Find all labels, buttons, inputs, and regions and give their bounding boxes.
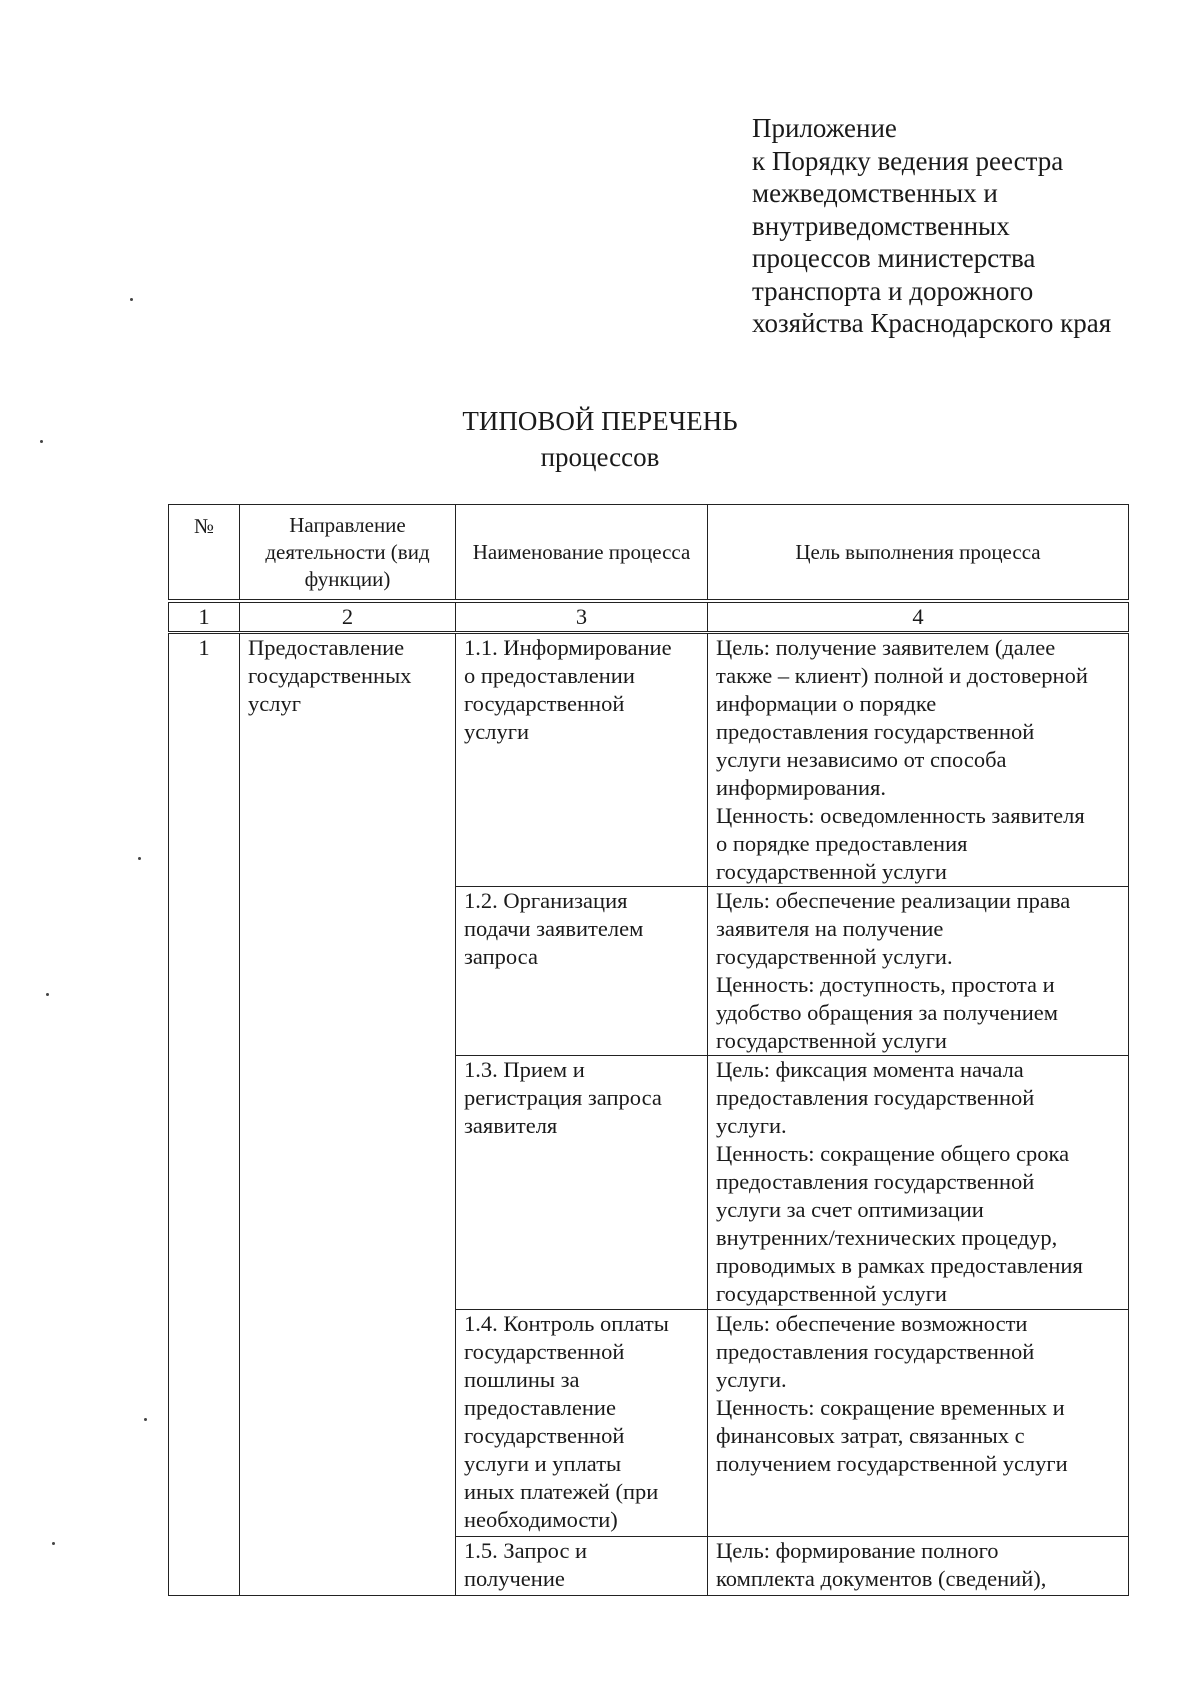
column-number: 1 [169, 601, 240, 633]
appendix-line: процессов министерства [752, 243, 1036, 273]
process-name-cell: 1.4. Контроль оплаты государственной пошлины за предоставление государственной услуги и уплаты иных платежей (при необходимости) [456, 1310, 708, 1537]
scan-speck [40, 440, 43, 443]
process-goal-cell: Цель: обеспечение возможности предоставления государственной услуги. Ценность: сокращение временных и финансовых затрат, связанных с получением государственной услуги [708, 1310, 1129, 1537]
process-name-cell: 1.5. Запрос и получение [456, 1537, 708, 1596]
process-goal-cell: Цель: фиксация момента начала предоставления государственной услуги. Ценность: сокращение общего срока предоставления государственной услуги за счет оптимизации внутренних/технических процедур, проводимых в рамках предоставления государственной услуги [708, 1056, 1129, 1310]
appendix-block [752, 112, 1172, 340]
header-direction: Направление деятельности (вид функции) [240, 505, 456, 602]
scan-speck [130, 298, 133, 301]
header-goal: Цель выполнения процесса [708, 505, 1129, 602]
process-goal-cell: Цель: получение заявителем (далее также – клиент) полной и достоверной информации о порядке предоставления государственной услуги независимо от способа информирования. Ценность: осведомленность заявителя о порядке предоставления государственной услуги [708, 633, 1129, 887]
appendix-line: внутриведомственных [752, 210, 1010, 241]
scan-speck [144, 1418, 147, 1421]
appendix-line: хозяйства Краснодарского края [752, 308, 1112, 338]
process-goal-cell: Цель: формирование полного комплекта документов (сведений), [708, 1537, 1129, 1596]
row-number: 1 [169, 633, 240, 1596]
direction-cell: Предоставление государственных услуг [240, 633, 456, 1596]
appendix-line: межведомственных и [752, 178, 998, 208]
column-number: 3 [456, 601, 708, 633]
appendix-line: Приложение [752, 113, 897, 143]
appendix-line: к Порядку ведения реестра [752, 145, 1064, 176]
scan-speck [46, 993, 49, 996]
column-number: 2 [240, 601, 456, 633]
table-header-row [169, 505, 1129, 602]
column-number-row [169, 601, 1129, 633]
process-table [168, 504, 1129, 1596]
process-name-cell: 1.1. Информирование о предоставлении государственной услуги [456, 633, 708, 887]
process-name-cell: 1.2. Организация подачи заявителем запроса [456, 887, 708, 1056]
document-subtitle: процессов [540, 442, 660, 472]
process-name-cell: 1.3. Прием и регистрация запроса заявителя [456, 1056, 708, 1310]
process-goal-cell: Цель: обеспечение реализации права заявителя на получение государственной услуги. Ценность: доступность, простота и удобство обращения за получением государственной услуги [708, 887, 1129, 1056]
scan-speck [138, 857, 141, 860]
column-number: 4 [708, 601, 1129, 633]
appendix-line: транспорта и дорожного [752, 275, 1034, 306]
scan-speck [52, 1542, 55, 1545]
table-row [169, 633, 1129, 887]
header-number: № [169, 505, 240, 602]
document-title: ТИПОВОЙ ПЕРЕЧЕНЬ [462, 406, 738, 436]
header-process-name: Наименование процесса [456, 505, 708, 602]
